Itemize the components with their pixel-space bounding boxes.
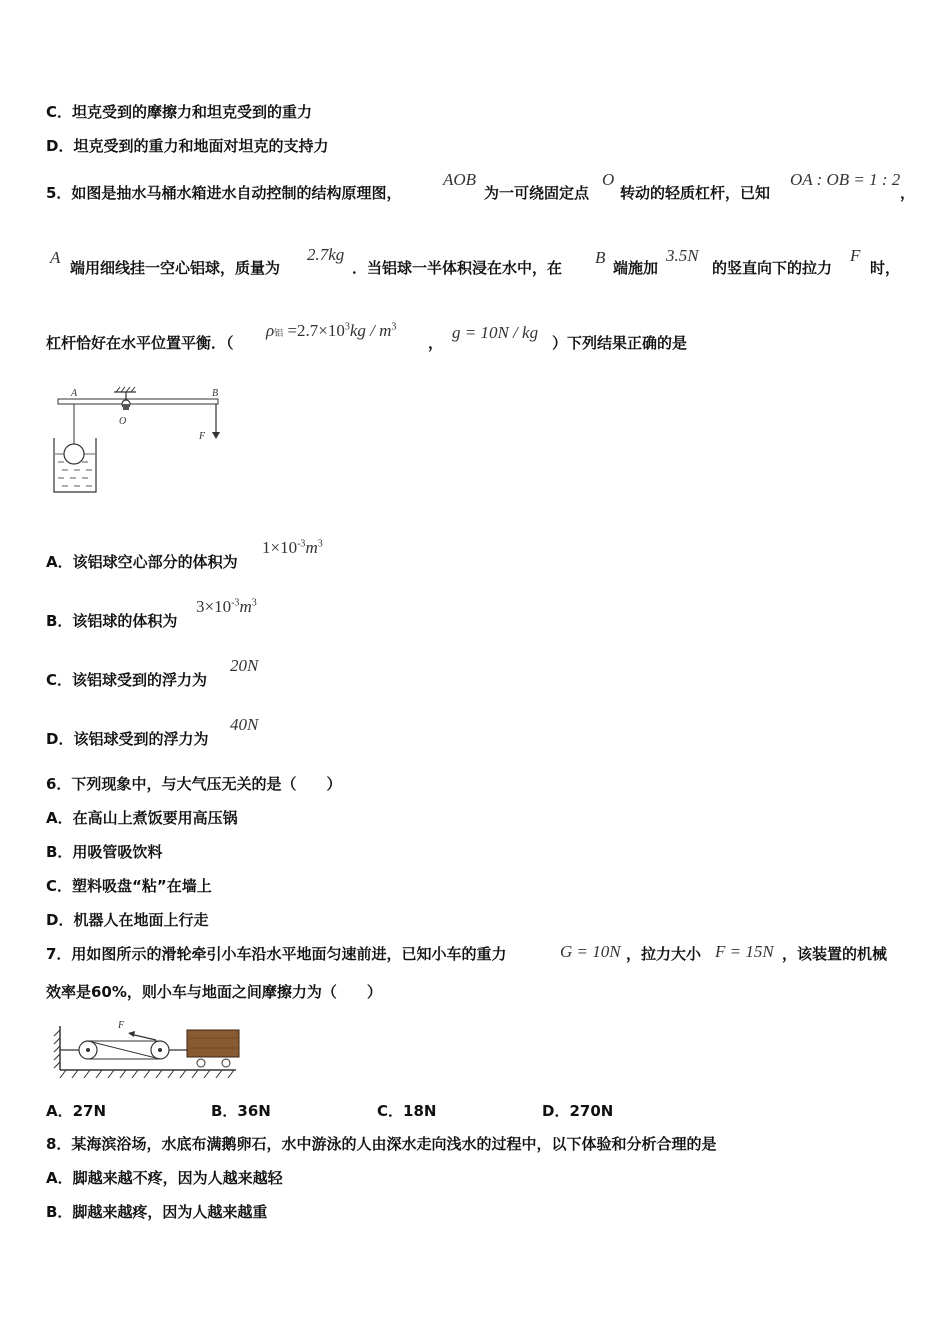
q5-stem-line2-c: 端施加 xyxy=(613,259,659,277)
q6-option-b: B．用吸管吸饮料 xyxy=(46,843,163,861)
q5-option-a-value: $1\times 10^{-3}m^3$ xyxy=(262,538,323,557)
q7-stem-line1-b: ，拉力大小 xyxy=(626,945,702,963)
q7-option-a: A．27N xyxy=(46,1102,107,1120)
q5-stem-line1-b: 为一可绕固定点 xyxy=(484,184,590,202)
q5-stem-line3-c: ）下列结果正确的是 xyxy=(552,334,688,352)
q5-option-d-value: 40N xyxy=(230,715,259,734)
q8-stem: 8．某海滨浴场，水底布满鹅卵石，水中游泳的人由深水走向浅水的过程中，以下体验和分析合理的是 xyxy=(46,1135,717,1153)
q5-math-a: A xyxy=(50,248,61,267)
q7-option-d: D．270N xyxy=(542,1102,614,1120)
q5-fig-label-o: O xyxy=(119,416,127,427)
q5-math-mass: 2.7kg xyxy=(307,245,345,264)
q7-math-g: G = 10N xyxy=(560,942,621,961)
q5-option-b-value: $3\times 10^{-3}m^3$ xyxy=(196,597,257,616)
q5-fig-label-f: F xyxy=(199,431,206,442)
q7-stem-line2: 效率是60%，则小车与地面之间摩擦力为（ ） xyxy=(46,983,382,1001)
q7-option-b: B．36N xyxy=(211,1102,271,1120)
q7-stem-line1-c: ，该装置的机械 xyxy=(782,945,888,963)
q7-fig-label-f: F xyxy=(118,1020,125,1031)
q6-option-a: A．在高山上煮饭要用高压锅 xyxy=(46,809,238,827)
q5-math-g: g = 10N / kg xyxy=(452,323,539,342)
q7-pulley-figure xyxy=(44,1016,244,1084)
q8-option-a: A．脚越来越不疼，因为人越来越轻 xyxy=(46,1169,283,1187)
q5-lever-figure xyxy=(44,382,244,497)
q5-stem-line2-a: 端用细线挂一空心铝球，质量为 xyxy=(70,259,281,277)
q5-option-b: B．该铝球的体积为 xyxy=(46,612,178,630)
q5-fig-label-a: A xyxy=(71,388,78,399)
q4-option-d: D．坦克受到的重力和地面对坦克的支持力 xyxy=(46,137,329,155)
q5-math-f: F xyxy=(850,246,861,265)
q5-math-rho: ρ铝 $=2.7\times 10^3kg / m^3$ xyxy=(266,321,397,340)
q4-option-c: C．坦克受到的摩擦力和坦克受到的重力 xyxy=(46,103,313,121)
q5-stem-line1-c: 转动的轻质杠杆，已知 xyxy=(620,184,771,202)
q5-stem-line2-e: 时， xyxy=(870,259,901,277)
q5-option-d: D．该铝球受到的浮力为 xyxy=(46,730,209,748)
q5-math-b: B xyxy=(595,248,606,267)
q5-stem-line1-d: ， xyxy=(900,184,916,202)
q8-option-b: B．脚越来越疼，因为人越来越重 xyxy=(46,1203,268,1221)
q5-stem-line2-d: 的竖直向下的拉力 xyxy=(712,259,833,277)
q5-option-c-value: 20N xyxy=(230,656,259,675)
q6-option-d: D．机器人在地面上行走 xyxy=(46,911,209,929)
q7-option-c: C．18N xyxy=(377,1102,437,1120)
q5-stem-line3-a: 杠杆恰好在水平位置平衡．（ xyxy=(46,334,234,352)
q5-option-a: A．该铝球空心部分的体积为 xyxy=(46,553,238,571)
q5-math-ratio: OA : OB = 1 : 2 xyxy=(790,170,901,189)
q7-math-f: F = 15N xyxy=(715,942,774,961)
q5-stem-line1-a: 5．如图是抽水马桶水箱进水自动控制的结构原理图， xyxy=(46,184,402,202)
q6-option-c: C．塑料吸盘“粘”在墙上 xyxy=(46,877,212,895)
q5-stem-line2-b: ．当铝球一半体积浸在水中，在 xyxy=(352,259,563,277)
q5-stem-line3-b: ， xyxy=(428,334,444,352)
q5-fig-label-b: B xyxy=(212,388,219,399)
q6-stem: 6．下列现象中，与大气压无关的是（ ） xyxy=(46,775,342,793)
q7-stem-line1-a: 7．用如图所示的滑轮牵引小车沿水平地面匀速前进，已知小车的重力 xyxy=(46,945,507,963)
q5-math-o: O xyxy=(602,170,615,189)
q5-math-aob: AOB xyxy=(443,170,477,189)
q5-math-force: 3.5N xyxy=(666,246,699,265)
q5-option-c: C．该铝球受到的浮力为 xyxy=(46,671,208,689)
